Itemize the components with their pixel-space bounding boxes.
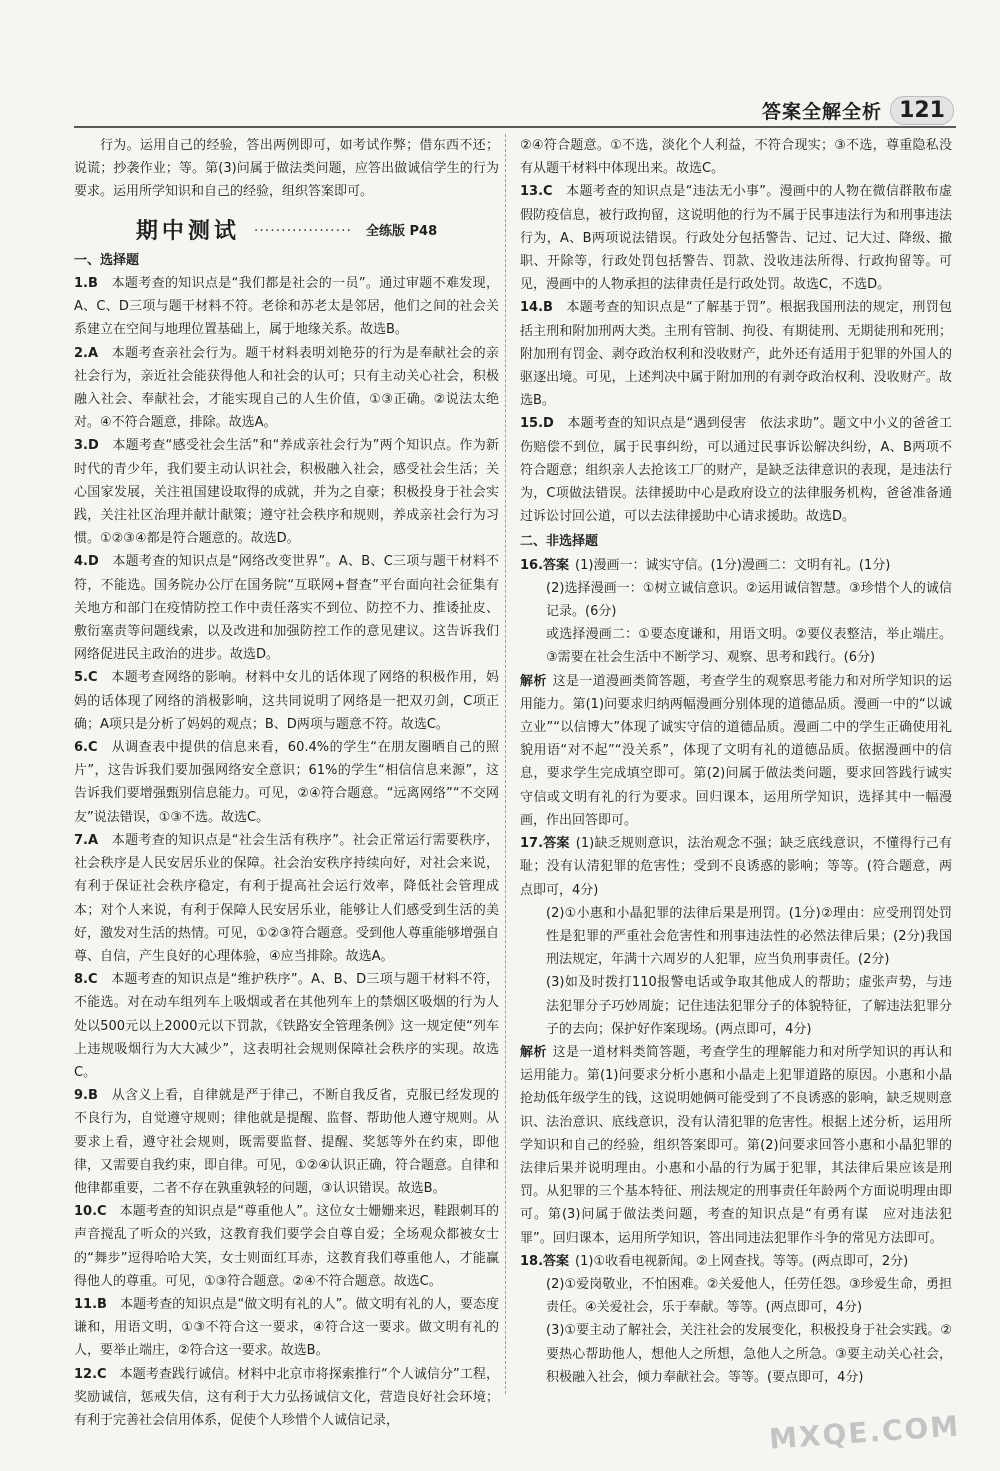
question-17: 17.答案 (1)缺乏规则意识，法治观念不强；缺乏底线意识，不懂得行己有耻；没有认清犯罪的危害性；受到不良诱惑的影响；等等。(符合题意，两点即可，4分) (2)①小惠和小晶犯罪的法律后果是刑罚。(1分)②理由：应受刑罚处罚性是犯罪的严重社会危害性和刑事违法性的必然法律后果；(2分)我国刑法规定，年满十六周岁的人犯罪，应当负刑事责任。(2分) (3)如及时拨打110报警电话或争取其他成人的帮助；虚张声势，与违法犯罪分子巧妙周旋；记住违法犯罪分子的体貌特征，了解违法犯罪分子的去向；保护好作案现场。(两点即可，4分) 解析 这是一道材料类简答题，考查学生的理解能力和对所学知识的再认和运用能力。第(1)问要求分析小惠和小晶走上犯罪道路的原因。小惠和小晶抢劫低年级学生的钱，这说明她俩可能受到了不良诱惑的影响，缺乏规则意识、法治意识、底线意识，没有认清犯罪的危害性。根据上述分析，运用所学知识和自己的经验，组织答案即可。第(2)问要求回答小惠和小晶犯罪的法律后果并说明理由。小惠和小晶的行为属于犯罪，其法律后果应该是刑罚。从犯罪的三个基本特征、刑法规定的刑事责任年龄两个方面说明理由即可。第(3)问属于做法类问题，考查的知识点是“有勇有谋 应对违法犯罪”。回归课本，运用所学知识，答出同违法犯罪作斗争的常见方法即可。 — [520, 836, 952, 1246]
answer-item: 4.D 本题考查的知识点是“网络改变世界”。A、B、C三项与题干材料不符，不能选。国务院办公厅在国务院“互联网+督查”平台面向社会征集有关地方和部门在疫情防控工作中责任落实不到位、防控不力、推诿扯皮、敷衍塞责等问题线索，以及改进和加强防控工作的意见建议。这告诉我们网络促进民主政治的进步。故选D。 — [74, 554, 499, 663]
answer-item: 3.D 本题考查“感受社会生活”和“养成亲社会行为”两个知识点。作为新时代的青少年，我们要主动认识社会，积极融入社会，感受社会生活；关心国家发展，关注祖国建设取得的成就，并为之自豪；积极投身于社会实践，关注社区治理并献计献策；遵守社会秩序和规则，养成亲社会行为习惯。①②③④都是符合题意的。故选D。 — [74, 438, 499, 547]
question-16: 16.答案 (1)漫画一：诚实守信。(1分)漫画二：文明有礼。(1分) (2)选择漫画一：①树立诚信意识。②运用诚信智慧。③珍惜个人的诚信记录。(6分) 或选择漫画二：①要态度谦和，用语文明。②要仪表整洁，举止端庄。③需要在社会生活中不断学习、观察、思考和践行。(6分) 解析 这是一道漫画类简答题，考查学生的观察思考能力和对所学知识的运用能力。第(1)问要求归纳两幅漫画分别体现的道德品质。漫画一中的“以诚立业”“以信博大”体现了诚实守信的道德品质。漫画二中的学生正确使用礼貌用语“对不起”“没关系”，体现了文明有礼的道德品质。依据漫画中的信息，要求学生完成填空即可。第(2)问属于做法类问题，要求回答践行诚实守信或文明有礼的行为要求。回归课本，运用所学知识，选择其中一幅漫画，作出回答即可。 — [520, 557, 952, 828]
continued-paragraph: ②④符合题意。①不选，淡化个人利益，不符合现实；③不选，尊重隐私没有从题干材料中体现出来。故选C。 — [520, 138, 952, 177]
answer-item: 13.C 本题考查的知识点是“违法无小事”。漫画中的人物在微信群散布虚假防疫信息，被行政拘留，这说明他的行为不属于民事违法行为和刑事违法行为，A、B两项说法错误。行政处分包括警告、记过、记大过、降级、撤职、开除等，行政处罚包括警告、罚款、没收违法所得、行政拘留等。可见，漫画中的人物承担的法律责任是行政处罚。故选C，不选D。 — [520, 184, 952, 293]
part-heading-choice: 一、选择题 — [74, 252, 140, 268]
section-dots: ·················· — [253, 222, 352, 239]
answer-item: 14.B 本题考查的知识点是“了解基于罚”。根据我国刑法的规定，刑罚包括主刑和附加刑两大类。主刑有管制、拘役、有期徒刑、无期徒刑和死刑；附加刑有罚金、剥夺政治权利和没收财产，此外还有适用于犯罪的外国人的驱逐出境。可见，上述判决中属于附加刑的有剥夺政治权利、没收财产。故选B。 — [520, 300, 952, 409]
header-rule — [74, 126, 956, 128]
answer-item: 7.A 本题考查的知识点是“社会生活有秩序”。社会正常运行需要秩序，社会秩序是人民安居乐业的保障。社会治安秩序持续向好，对社会来说，有利于保证社会秩序稳定，有利于提高社会运行效率，降低社会管理成本；对个人来说，有利于保障人民安居乐业，能够让人们感受到生活的美好，激发对生活的热情。可见，①②③符合题意。受到他人尊重能够增强自尊、自信，产生良好的心理体验，④应当排除。故选A。 — [74, 832, 499, 964]
answer-item: 10.C 本题考查的知识点是“尊重他人”。这位女士姗姗来迟，鞋跟刺耳的声音搅乱了听众的兴致，这教育我们要学会自尊自爱；全场观众都被女士的“舞步”逗得哈哈大笑，女士则面红耳赤，这教育我们尊重他人，才能赢得他人的尊重。可见，①③符合题意。②④不符合题意。故选C。 — [74, 1204, 499, 1289]
answer-item: 11.B 本题考查的知识点是“做文明有礼的人”。做文明有礼的人，要态度谦和，用语文明，①③不符合这一要求，④符合这一要求。做文明有礼的人，要举止端庄，②符合这一要求。故选B。 — [74, 1296, 499, 1359]
answer-item: 9.B 从含义上看，自律就是严于律己，不断自我反省，克服已经发现的不良行为，自觉遵守规则；律他就是提醒、监督、帮助他人遵守规则。从要求上看，遵守社会规则，既需要监督、提醒、奖惩等外在约束，即他律，又需要自我约束，即自律。可见，①②④认识正确，符合题意。自律和他律都重要，二者不存在孰重孰轻的问题，③认识错误。故选B。 — [74, 1088, 499, 1196]
answer-item: 8.C 本题考查的知识点是“维护秩序”。A、B、D三项与题干材料不符，不能选。对在动车组列车上吸烟或者在其他列车上的禁烟区吸烟的行为人处以500元以上2000元以下罚款，《铁路安全管理条例》这一规定使“列车上违规吸烟行为大大减少”，这表明社会规则保障社会秩序的实现。故选C。 — [74, 972, 499, 1080]
section-ref: 全练版 P48 — [365, 223, 438, 239]
section-title: 期中测试 — [135, 218, 240, 244]
page-number: 121 — [890, 96, 954, 125]
page-header — [762, 96, 954, 125]
answer-item: 5.C 本题考查网络的影响。材料中女儿的话体现了网络的积极作用，妈妈的话体现了网络的消极影响，这共同说明了网络是一把双刃剑，C项正确；A项只是分析了妈妈的观点；B、D两项与题意不符。故选C。 — [74, 670, 499, 732]
section-heading — [74, 220, 499, 243]
left-column — [74, 134, 499, 1432]
answer-item: 6.C 从调查表中提供的信息来看，60.4%的学生“在朋友圈晒自己的照片”，这告诉我们要加强网络安全意识；61%的学生“相信信息来源”，这告诉我们要增强甄别信息能力。可见，②④符合题意。“远离网络”“不交网友”说法错误，①③不选。故选C。 — [74, 740, 499, 825]
answer-item: 1.B 本题考查的知识点是“我们都是社会的一员”。通过审题不难发现，A、C、D三项与题干材料不符。老徐和苏老太是邻居，他们之间的社会关系建立在空间与地理位置基础上，属于地缘关系。故选B。 — [74, 276, 499, 338]
right-column — [520, 134, 952, 1389]
answer-item: 12.C 本题考查践行诚信。材料中北京市将探索推行“个人诚信分”工程，奖励诚信，惩戒失信，这有利于大力弘扬诚信文化，营造良好社会环境；有利于完善社会信用体系，促使个人珍惜个人诚信记录， — [74, 1366, 499, 1428]
answer-item: 2.A 本题考查亲社会行为。题干材料表明刘艳芬的行为是奉献社会的亲社会行为，亲近社会能获得他人和社会的认可；只有主动关心社会，积极融入社会、奉献社会，才能实现自己的人生价值，①③正确。②说法太绝对。④不符合题意，排除。故选A。 — [74, 345, 499, 431]
column-divider — [505, 134, 506, 1394]
intro-paragraph: 行为。运用自己的经验，答出两例即可，如考试作弊；借东西不还；说谎；抄袭作业；等。第(3)问属于做法类问题，应答出做诚信学生的行为要求。运用所学知识和自己的经验，组织答案即可。 — [74, 138, 499, 200]
header-title: 答案全解全析 — [762, 101, 883, 123]
answer-item: 15.D 本题考查的知识点是“遇到侵害 依法求助”。题文中小义的爸爸工伤赔偿不到位，属于民事纠纷，可以通过民事诉讼解决纠纷，A、B两项不符合题意；组织亲人去抢该工厂的财产，是缺乏法律意识的表现，是违法行为，C项做法错误。法律援助中心是政府设立的法律服务机构，爸爸准备通过诉讼讨回公道，可以去法律援助中心请求援助。故选D。 — [520, 416, 952, 525]
watermark: MXQE.COM — [767, 1409, 961, 1456]
question-18: 18.答案 (1)①收看电视新闻。②上网查找。等等。(两点即可，2分) (2)①爱岗敬业，不怕困难。②关爱他人，任劳任怨。③珍爱生命，勇担责任。④关爱社会，乐于奉献。等等。(两点即可，4分) (3)①要主动了解社会，关注社会的发展变化，积极投身于社会实践。②要热心帮助他人，想他人之所想，急他人之所急。③要主动关心社会，积极融入社会，倾力奉献社会。等等。(要点即可，4分) — [520, 1253, 952, 1385]
part-heading-open: 二、非选择题 — [520, 534, 599, 550]
